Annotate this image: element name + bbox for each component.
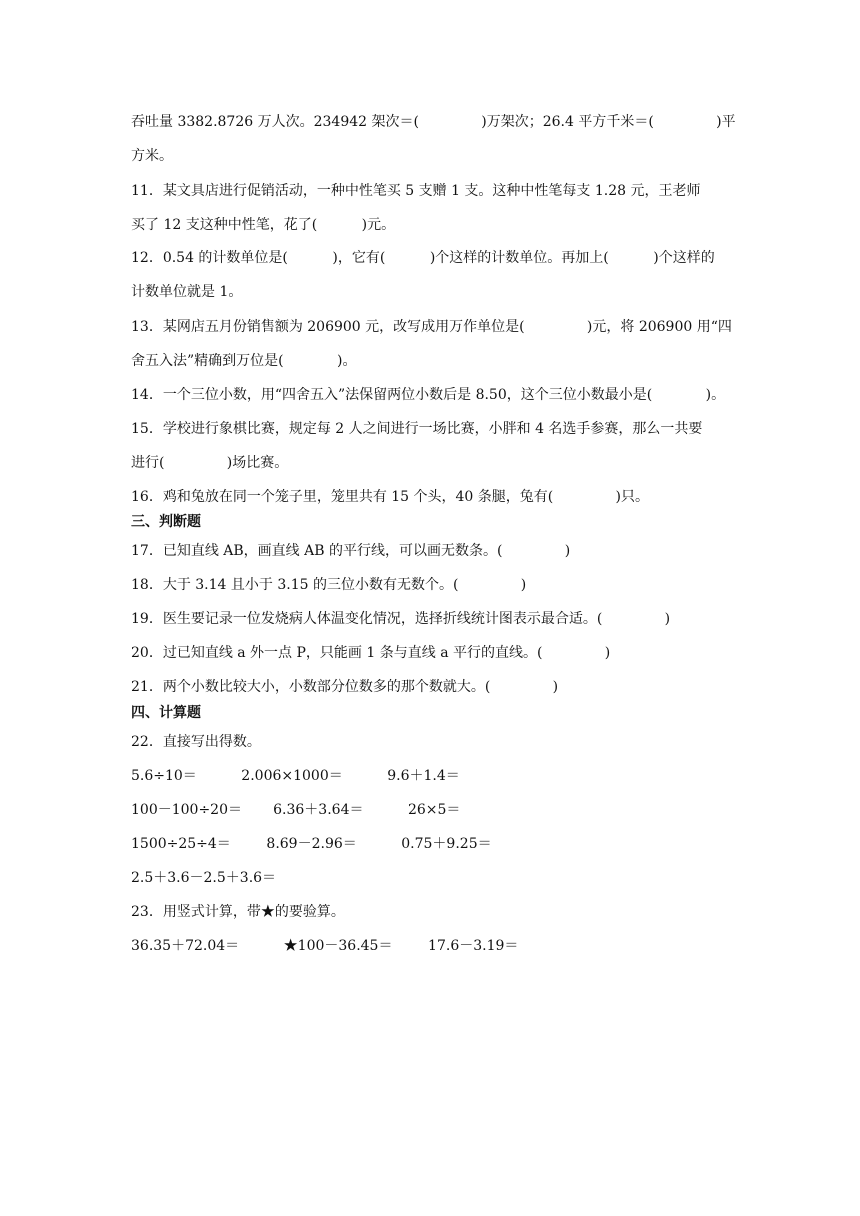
question-23: 23．用竖式计算，带★的要验算。 bbox=[131, 904, 345, 920]
question-13-line-1: 13．某网店五月份销售额为 206900 元，改写成用万作单位是( )元，将 206900 用“四 bbox=[131, 319, 732, 335]
question-11-line-2: 买了 12 支这种中性笔，花了( )元。 bbox=[131, 217, 396, 233]
calc-row-4: 2.5＋3.6－2.5＋3.6＝ bbox=[131, 870, 277, 886]
calc-row-1: 5.6÷10＝ 2.006×1000＝ 9.6＋1.4＝ bbox=[131, 768, 460, 784]
text-line-2: 方米。 bbox=[131, 148, 173, 164]
question-11-line-1: 11．某文具店进行促销活动，一种中性笔买 5 支赠 1 支。这种中性笔每支 1.28 元，王老师 bbox=[131, 183, 701, 199]
section-heading-4: 四、计算题 bbox=[131, 705, 201, 721]
text-line-1: 吞吐量 3382.8726 万人次。234942 架次＝( )万架次；26.4 平方千米＝( )平 bbox=[131, 114, 736, 130]
question-12-line-2: 计数单位就是 1。 bbox=[131, 284, 243, 300]
question-16: 16．鸡和兔放在同一个笼子里，笼里共有 15 个头，40 条腿，兔有( )只。 bbox=[131, 489, 650, 505]
calc-row-3: 1500÷25÷4＝ 8.69－2.96＝ 0.75＋9.25＝ bbox=[131, 836, 492, 852]
calc-row-2: 100－100÷20＝ 6.36＋3.64＝ 26×5＝ bbox=[131, 802, 461, 818]
question-17: 17．已知直线 AB，画直线 AB 的平行线，可以画无数条。( ) bbox=[131, 543, 571, 559]
question-13-line-2: 舍五入法”精确到万位是( )。 bbox=[131, 353, 357, 369]
question-21: 21．两个小数比较大小，小数部分位数多的那个数就大。( ) bbox=[131, 679, 559, 695]
question-12-line-1: 12．0.54 的计数单位是( )，它有( )个这样的计数单位。再加上( )个这样的 bbox=[131, 250, 715, 266]
question-22: 22．直接写出得数。 bbox=[131, 734, 261, 750]
question-18: 18．大于 3.14 且小于 3.15 的三位小数有无数个。( ) bbox=[131, 577, 527, 593]
vertical-calc-row: 36.35＋72.04＝ ★100－36.45＝ 17.6－3.19＝ bbox=[131, 938, 519, 954]
question-19: 19．医生要记录一位发烧病人体温变化情况，选择折线统计图表示最合适。( ) bbox=[131, 611, 671, 627]
question-14: 14．一个三位小数，用“四舍五入”法保留两位小数后是 8.50，这个三位小数最小是( )。 bbox=[131, 387, 726, 403]
question-15-line-1: 15．学校进行象棋比赛，规定每 2 人之间进行一场比赛，小胖和 4 名选手参赛，那么一共要 bbox=[131, 421, 703, 437]
section-heading-3: 三、判断题 bbox=[131, 514, 201, 530]
question-15-line-2: 进行( )场比赛。 bbox=[131, 455, 289, 471]
question-20: 20．过已知直线 a 外一点 P，只能画 1 条与直线 a 平行的直线。( ) bbox=[131, 645, 611, 661]
